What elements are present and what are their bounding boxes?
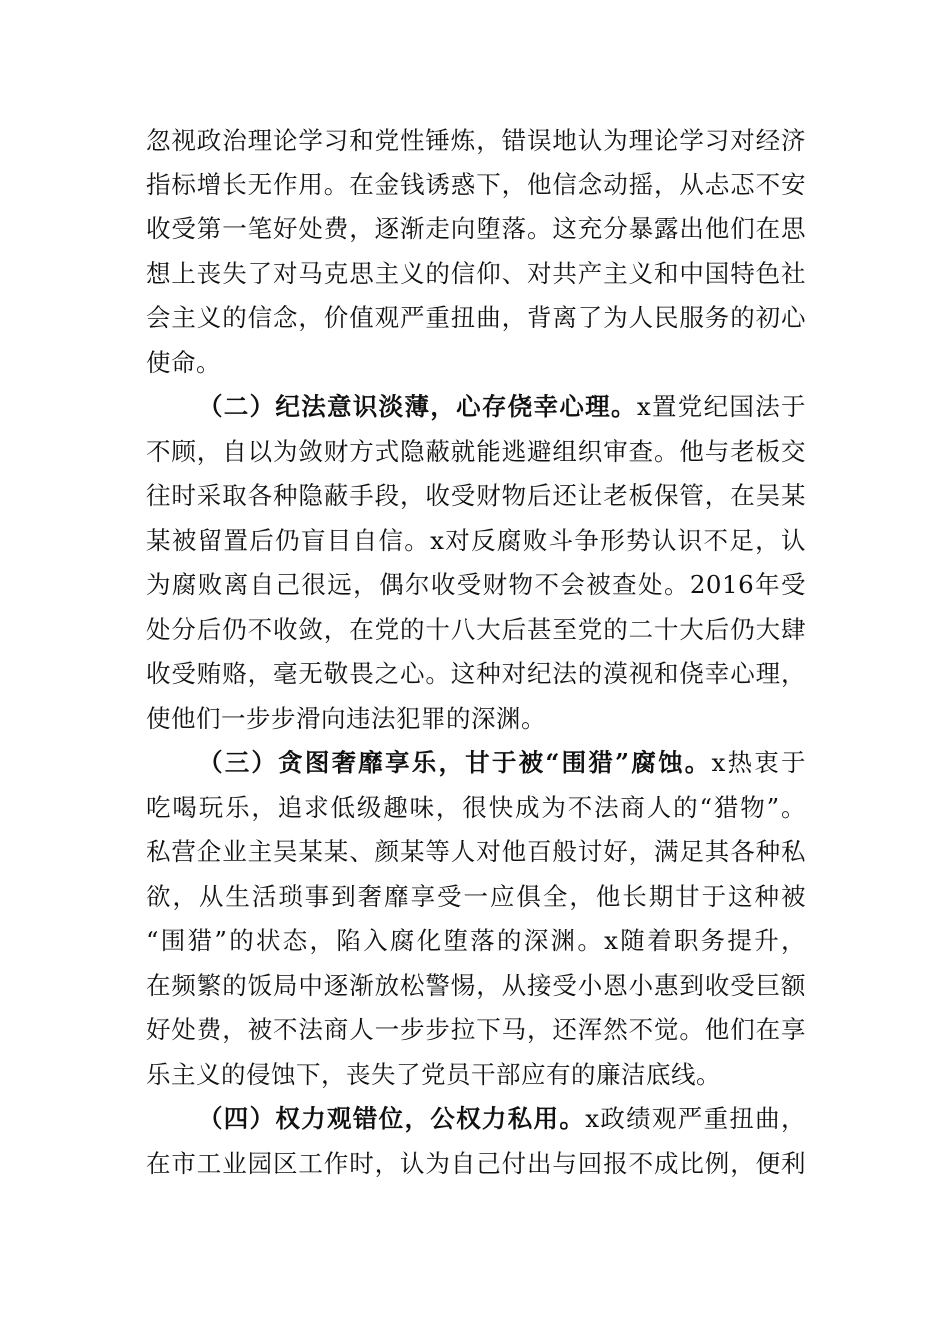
section-text: x置党纪国法于 [636,392,807,421]
section-heading: （三）贪图奢靡享乐，甘于被“围猎”腐蚀。 [198,748,712,777]
section-text: x热衷于 [711,748,806,777]
text-line: 乐主义的侵蚀下，丧失了党员干部应有的廉洁底线。 [146,1060,721,1089]
text-line: 在频繁的饭局中逐渐放松警惕，从接受小恩小惠到收受巨额 [146,971,806,1000]
text-line: 好处费，被不法商人一步步拉下马，还浑然不觉。他们在享 [146,1015,806,1044]
text-line: 收受贿赂，毫无敬畏之心。这种对纪法的漠视和侥幸心理， [146,659,806,688]
text-line: 忽视政治理论学习和党性锤炼，错误地认为理论学习对经济 [146,126,806,155]
text-line: 想上丧失了对马克思主义的信仰、对共产主义和中国特色社 [146,259,806,288]
text-line: 会主义的信念，价值观严重扭曲，背离了为人民服务的初心 [146,303,806,332]
text-line: “围猎”的状态，陷入腐化堕落的深渊。x随着职务提升， [146,926,806,955]
text-line: 不顾，自以为敛财方式隐蔽就能逃避组织审查。他与老板交 [146,437,806,466]
text-line: 私营企业主吴某某、颜某等人对他百般讨好，满足其各种私 [146,837,806,866]
text-line: 为腐败离自己很远，偶尔收受财物不会被查处。2016年受 [146,570,806,599]
section-heading: （四）权力观错位，公权力私用。 [198,1104,586,1133]
text-line: 收受第一笔好处费，逐渐走向堕落。这充分暴露出他们在思 [146,214,806,243]
text-line: 吃喝玩乐，追求低级趣味，很快成为不法商人的“猎物”。 [146,793,806,822]
section-text: x政绩观严重扭曲， [585,1104,806,1133]
section-first-line [198,743,806,783]
text-line: 在市工业园区工作时，认为自己付出与回报不成比例，便利 [146,1149,806,1178]
text-line: 欲，从生活琐事到奢靡享受一应俱全，他长期甘于这种被 [146,882,806,911]
section-first-line [198,1099,806,1139]
text-line: 指标增长无作用。在金钱诱惑下，他信念动摇，从忐忑不安 [146,170,806,199]
text-line: 某被留置后仍盲目自信。x对反腐败斗争形势认识不足，认 [146,526,806,555]
text-line: 往时采取各种隐蔽手段，收受财物后还让老板保管，在吴某 [146,481,806,510]
text-line: 使他们一步步滑向违法犯罪的深渊。 [146,704,546,733]
section-heading: （二）纪法意识淡薄，心存侥幸心理。 [198,392,637,421]
text-line: 处分后仍不收敛，在党的十八大后甚至党的二十大后仍大肆 [146,615,806,644]
text-line: 使命。 [146,348,221,377]
section-first-line [198,387,806,427]
